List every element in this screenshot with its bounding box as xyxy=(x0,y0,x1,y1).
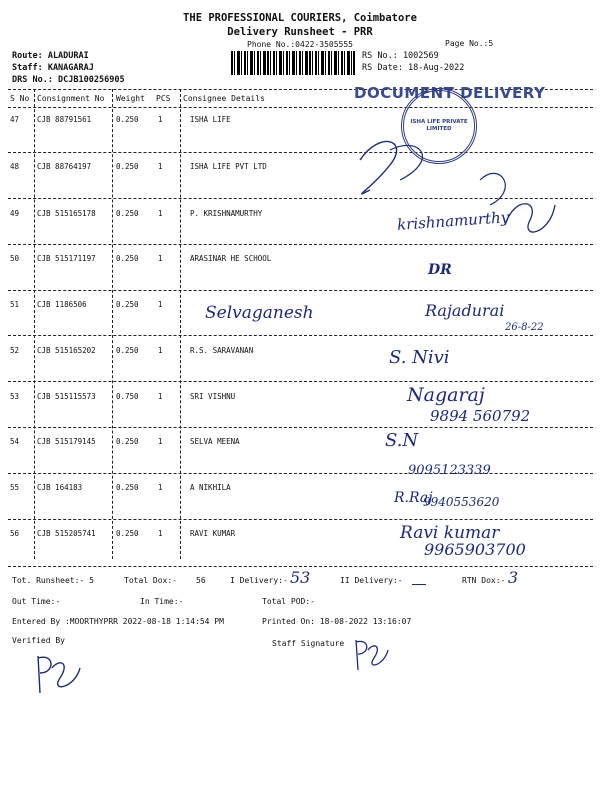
row-sno: 54 xyxy=(10,437,20,446)
handwritten-phone: 9940553620 xyxy=(423,495,500,509)
seal-text: ISHA LIFE PRIVATE LIMITED xyxy=(410,119,468,132)
row-consignee: SELVA MEENA xyxy=(190,437,240,446)
row-consignee: RAVI KUMAR xyxy=(190,529,236,538)
handwritten-phone: 9894 560792 xyxy=(430,407,531,425)
row-consignment: CJB 515179145 xyxy=(37,437,96,446)
rs-date: RS Date: 18-Aug-2022 xyxy=(362,63,465,73)
row-consignee: ISHA LIFE PVT LTD xyxy=(190,162,267,171)
total-pod: Total POD:- xyxy=(262,597,315,606)
page-number: Page No.:5 xyxy=(445,39,494,48)
i-delivery-value: 53 xyxy=(290,568,311,587)
rs-number: RS No.: 1002569 xyxy=(362,51,439,61)
signature-scribble xyxy=(500,195,560,235)
row-consignee: P. KRISHNAMURTHY xyxy=(190,209,263,218)
row-consignee: SRI VISHNU xyxy=(190,392,236,401)
verifier-signature xyxy=(30,648,90,698)
row-weight: 0.250 xyxy=(116,483,139,492)
row-weight: 0.250 xyxy=(116,254,139,263)
rtn-dox-label: RTN Dox:- xyxy=(462,576,506,585)
row-consignment: CJB 164183 xyxy=(37,483,83,492)
row-weight: 0.250 xyxy=(116,162,139,171)
col-header-consignment: Consignment No xyxy=(37,94,105,103)
col-header-pcs: PCS xyxy=(156,94,171,103)
col-header-sno: S No xyxy=(10,94,30,103)
row-consignment: CJB 515205741 xyxy=(37,529,96,538)
row-sno: 49 xyxy=(10,209,20,218)
row-sno: 47 xyxy=(10,115,20,124)
handwritten-phone: 9965903700 xyxy=(424,540,526,559)
printed-on: Printed On: 18-08-2022 13:16:07 xyxy=(262,617,412,626)
row-sno: 50 xyxy=(10,254,20,263)
row-consignee: ARASINAR HE SCHOOL xyxy=(190,254,272,263)
phone-number: Phone No.:0422-3505555 xyxy=(247,40,353,49)
row-sno: 48 xyxy=(10,162,20,171)
handwritten-signature: Rajadurai xyxy=(425,301,505,320)
row-weight: 0.250 xyxy=(116,529,139,538)
sheet-title: Delivery Runsheet - PRR xyxy=(227,26,373,38)
handwritten-phone: 9095123339 xyxy=(408,463,491,478)
entered-by: Entered By :MOORTHYPRR 2022-08-18 1:14:54 PM xyxy=(12,617,224,626)
handwritten-signature: krishnamurthy xyxy=(396,208,510,234)
row-sno: 51 xyxy=(10,300,20,309)
row-consignment: CJB 88764197 xyxy=(37,162,92,171)
row-pcs: 1 xyxy=(158,162,163,171)
total-dox-label: Total Dox:- xyxy=(124,576,177,585)
row-rule xyxy=(8,290,593,291)
col-header-weight: Weight xyxy=(116,94,145,103)
row-pcs: 1 xyxy=(158,300,163,309)
ii-delivery-dash xyxy=(412,584,426,585)
handwritten-signature: Ravi kumar xyxy=(400,523,500,543)
row-sno: 53 xyxy=(10,392,20,401)
row-rule xyxy=(8,427,593,428)
row-consignment: CJB 1186506 xyxy=(37,300,87,309)
row-weight: 0.250 xyxy=(116,300,139,309)
row-sno: 56 xyxy=(10,529,20,538)
row-consignment: CJB 515165178 xyxy=(37,209,96,218)
out-time: Out Time:- xyxy=(12,597,61,606)
handwritten-signature: S. Nivi xyxy=(389,347,450,368)
col-divider xyxy=(180,89,181,559)
handwritten-signature: R.Raj xyxy=(394,490,433,506)
row-pcs: 1 xyxy=(158,437,163,446)
row-consignment: CJB 515165202 xyxy=(37,346,96,355)
row-pcs: 1 xyxy=(158,392,163,401)
row-rule xyxy=(8,335,593,336)
row-pcs: 1 xyxy=(158,209,163,218)
row-sno: 52 xyxy=(10,346,20,355)
total-runsheet: Tot. Runsheet:- 5 xyxy=(12,576,94,585)
staff-label: Staff: KANAGARAJ xyxy=(12,63,94,73)
handwritten-name: Selvaganesh xyxy=(205,303,314,323)
row-consignee: R.S. SARAVANAN xyxy=(190,346,254,355)
table-header-rule xyxy=(8,107,593,108)
ii-delivery-label: II Delivery:- xyxy=(340,576,403,585)
row-rule xyxy=(8,381,593,382)
route-label: Route: ALADURAI xyxy=(12,51,89,61)
row-consignee: ISHA LIFE xyxy=(190,115,231,124)
in-time: In Time:- xyxy=(140,597,184,606)
handwritten-signature: DR xyxy=(428,262,452,278)
handwritten-signature: S.N xyxy=(385,430,419,451)
rtn-dox-value: 3 xyxy=(508,568,519,587)
handwritten-date: 26-8-22 xyxy=(505,322,544,333)
row-pcs: 1 xyxy=(158,346,163,355)
row-weight: 0.250 xyxy=(116,115,139,124)
row-weight: 0.250 xyxy=(116,437,139,446)
col-header-consignee: Consignee Details xyxy=(183,94,265,103)
row-consignment: CJB 88791561 xyxy=(37,115,92,124)
row-weight: 0.250 xyxy=(116,346,139,355)
row-rule xyxy=(8,519,593,520)
delivery-stamp: DOCUMENT DELIVERY xyxy=(354,84,546,102)
col-divider xyxy=(112,89,113,559)
verified-by: Verified By xyxy=(12,636,65,645)
table-bottom-rule xyxy=(8,566,593,567)
row-consignee: A NIKHILA xyxy=(190,483,231,492)
staff-signature-label: Staff Signature xyxy=(272,639,345,648)
row-sno: 55 xyxy=(10,483,20,492)
handwritten-signature: Nagaraj xyxy=(407,384,485,406)
row-rule xyxy=(8,244,593,245)
col-divider xyxy=(34,89,35,559)
i-delivery-label: I Delivery:- xyxy=(230,576,288,585)
barcode-image xyxy=(231,51,355,75)
row-weight: 0.750 xyxy=(116,392,139,401)
drs-number: DRS No.: DCJB100256905 xyxy=(12,75,125,85)
row-pcs: 1 xyxy=(158,254,163,263)
total-dox-value: 56 xyxy=(196,576,206,585)
row-pcs: 1 xyxy=(158,483,163,492)
company-title: THE PROFESSIONAL COURIERS, Coimbatore xyxy=(183,12,417,24)
row-consignment: CJB 515115573 xyxy=(37,392,96,401)
row-rule xyxy=(8,473,593,474)
row-pcs: 1 xyxy=(158,115,163,124)
row-pcs: 1 xyxy=(158,529,163,538)
staff-signature xyxy=(350,634,390,674)
row-weight: 0.250 xyxy=(116,209,139,218)
row-consignment: CJB 515171197 xyxy=(37,254,96,263)
